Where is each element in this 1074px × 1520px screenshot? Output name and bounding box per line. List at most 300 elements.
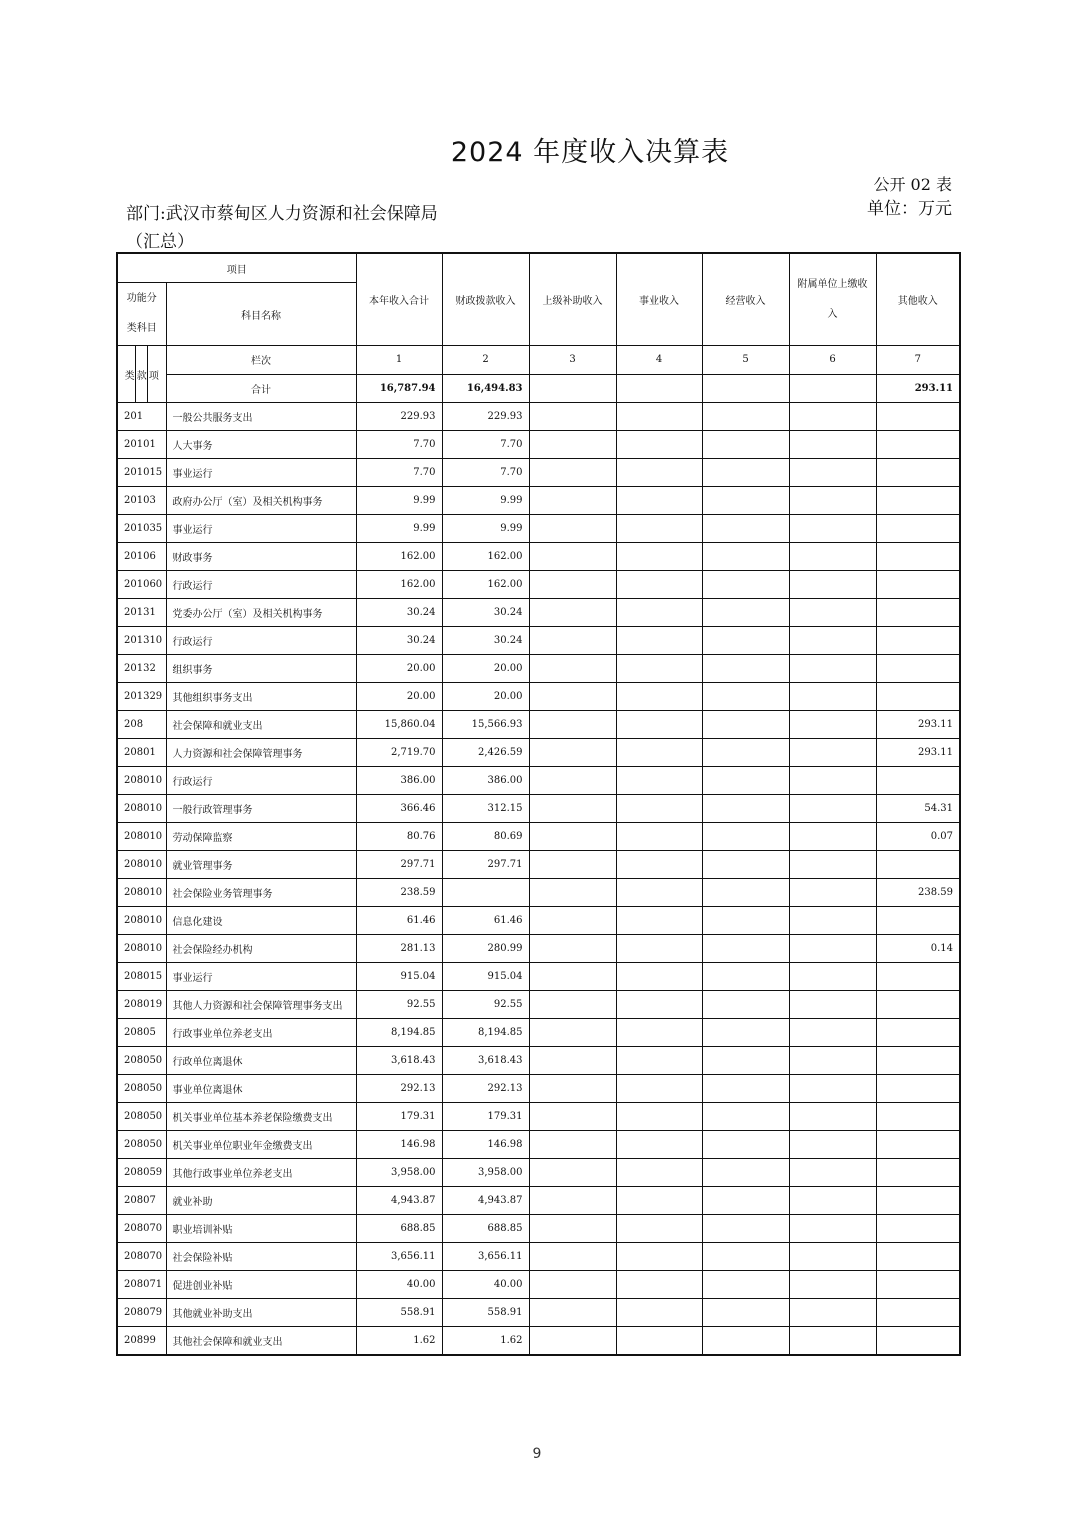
header-lei: 类 [124,346,136,402]
business-cell [616,711,702,739]
affiliated-cell [789,879,876,907]
operating-cell [702,767,789,795]
superior-cell [529,515,616,543]
fiscal-cell: 292.13 [442,1075,529,1103]
fiscal-cell: 915.04 [442,963,529,991]
column-index-row [117,346,960,375]
operating-cell [702,1075,789,1103]
subject-name-cell: 事业运行 [166,515,356,543]
fiscal-cell [442,879,529,907]
table-row [117,515,960,543]
subject-name-cell: 行政事业单位养老支出 [166,1019,356,1047]
total-income-cell: 238.59 [356,879,442,907]
superior-cell [529,543,616,571]
code-cell: 20801 [117,739,166,767]
total-income-cell: 688.85 [356,1215,442,1243]
affiliated-cell [789,795,876,823]
business-cell [616,879,702,907]
fiscal-cell: 688.85 [442,1215,529,1243]
business-cell [616,1243,702,1271]
code-cell: 208070 [117,1243,166,1271]
other-income-cell [876,627,960,655]
operating-cell [702,543,789,571]
fiscal-cell: 558.91 [442,1299,529,1327]
subject-name-cell: 一般公共服务支出 [166,403,356,431]
superior-cell [529,1271,616,1299]
operating-cell [702,879,789,907]
affiliated-cell [789,1019,876,1047]
superior-cell [529,935,616,963]
subject-name-cell: 就业管理事务 [166,851,356,879]
superior-cell [529,1327,616,1356]
other-income-cell: 238.59 [876,879,960,907]
subject-name-cell: 促进创业补贴 [166,1271,356,1299]
subject-name-cell: 其他人力资源和社会保障管理事务支出 [166,991,356,1019]
total-cell: 16,494.83 [442,374,529,403]
table-row [117,963,960,991]
income-table [116,252,961,1356]
total-income-cell: 366.46 [356,795,442,823]
code-cell: 20101 [117,431,166,459]
other-income-cell [876,543,960,571]
superior-cell [529,1215,616,1243]
business-cell [616,1187,702,1215]
column-index: 6 [789,346,876,375]
operating-cell [702,711,789,739]
superior-cell [529,823,616,851]
table-row [117,907,960,935]
business-cell [616,739,702,767]
affiliated-cell [789,739,876,767]
superior-cell [529,655,616,683]
affiliated-cell [789,1131,876,1159]
table-row [117,739,960,767]
affiliated-cell [789,459,876,487]
subject-name-cell: 人大事务 [166,431,356,459]
code-cell: 208059 [117,1159,166,1187]
total-income-cell: 7.70 [356,459,442,487]
fiscal-cell: 40.00 [442,1271,529,1299]
affiliated-cell [789,655,876,683]
other-income-cell [876,599,960,627]
affiliated-cell [789,767,876,795]
superior-cell [529,1131,616,1159]
business-cell [616,1299,702,1327]
other-income-cell [876,683,960,711]
header-fiscal: 财政拨款收入 [442,253,529,346]
other-income-cell: 0.07 [876,823,960,851]
subject-name-cell: 事业运行 [166,963,356,991]
totals-label: 合计 [166,374,356,403]
affiliated-cell [789,991,876,1019]
column-index: 7 [876,346,960,375]
total-income-cell: 61.46 [356,907,442,935]
operating-cell [702,795,789,823]
affiliated-cell [789,571,876,599]
superior-cell [529,1075,616,1103]
affiliated-cell [789,1047,876,1075]
subject-name-cell: 财政事务 [166,543,356,571]
column-index: 1 [356,346,442,375]
affiliated-cell [789,683,876,711]
operating-cell [702,1243,789,1271]
total-income-cell: 558.91 [356,1299,442,1327]
operating-cell [702,655,789,683]
other-income-cell [876,1047,960,1075]
affiliated-cell [789,1215,876,1243]
business-cell [616,767,702,795]
business-cell [616,1047,702,1075]
superior-cell [529,907,616,935]
other-income-cell [876,1327,960,1356]
code-cell: 208050 [117,1075,166,1103]
code-cell: 208010 [117,879,166,907]
total-income-cell: 4,943.87 [356,1187,442,1215]
fiscal-cell: 61.46 [442,907,529,935]
subject-name-cell: 社会保险经办机构 [166,935,356,963]
table-row [117,851,960,879]
affiliated-cell [789,1271,876,1299]
header-affiliated: 附属单位上缴收入 [789,253,876,346]
superior-cell [529,1047,616,1075]
superior-cell [529,599,616,627]
header-other: 其他收入 [876,253,960,346]
subject-name-cell: 其他社会保障和就业支出 [166,1327,356,1356]
total-income-cell: 146.98 [356,1131,442,1159]
other-income-cell [876,431,960,459]
other-income-cell [876,1187,960,1215]
total-cell [789,374,876,403]
fiscal-cell: 30.24 [442,627,529,655]
subject-name-cell: 行政运行 [166,767,356,795]
code-cell: 201310 [117,627,166,655]
code-cell: 208010 [117,795,166,823]
other-income-cell [876,403,960,431]
operating-cell [702,571,789,599]
table-row [117,403,960,431]
table-row [117,431,960,459]
table-row [117,1019,960,1047]
operating-cell [702,459,789,487]
code-cell: 201060 [117,571,166,599]
total-cell: 16,787.94 [356,374,442,403]
subject-name-cell: 社会保险业务管理事务 [166,879,356,907]
total-income-cell: 20.00 [356,683,442,711]
table-row [117,767,960,795]
business-cell [616,571,702,599]
total-cell [529,374,616,403]
code-cell: 208015 [117,963,166,991]
other-income-cell [876,1019,960,1047]
unit-label: 单位：万元 [867,199,952,219]
business-cell [616,823,702,851]
code-cell: 20807 [117,1187,166,1215]
code-cell: 20106 [117,543,166,571]
table-row [117,795,960,823]
subject-name-cell: 劳动保障监察 [166,823,356,851]
operating-cell [702,851,789,879]
subject-name-cell: 职业培训补贴 [166,1215,356,1243]
business-cell [616,1327,702,1356]
operating-cell [702,515,789,543]
header-kuan: 款 [136,346,148,402]
total-income-cell: 229.93 [356,403,442,431]
fiscal-cell: 162.00 [442,571,529,599]
business-cell [616,599,702,627]
header-superior: 上级补助收入 [529,253,616,346]
subject-name-cell: 事业运行 [166,459,356,487]
subject-name-cell: 政府办公厅（室）及相关机构事务 [166,487,356,515]
page-title: 2024 年度收入决算表 [450,137,730,168]
other-income-cell [876,571,960,599]
superior-cell [529,1103,616,1131]
subject-name-cell: 其他组织事务支出 [166,683,356,711]
department-label: 部门:武汉市蔡甸区人力资源和社会保障局（汇总） [126,204,438,252]
other-income-cell [876,907,960,935]
table-row [117,1047,960,1075]
other-income-cell [876,991,960,1019]
business-cell [616,963,702,991]
code-cell: 20132 [117,655,166,683]
table-row [117,879,960,907]
superior-cell [529,627,616,655]
business-cell [616,795,702,823]
fiscal-cell: 7.70 [442,431,529,459]
affiliated-cell [789,907,876,935]
operating-cell [702,431,789,459]
table-row [117,683,960,711]
total-income-cell: 162.00 [356,571,442,599]
total-income-cell: 162.00 [356,543,442,571]
code-cell: 201035 [117,515,166,543]
code-cell: 208010 [117,823,166,851]
fiscal-cell: 386.00 [442,767,529,795]
subject-name-cell: 行政运行 [166,571,356,599]
other-income-cell [876,459,960,487]
fiscal-cell: 179.31 [442,1103,529,1131]
table-row [117,711,960,739]
header-operating: 经营收入 [702,253,789,346]
table-row [117,599,960,627]
business-cell [616,1159,702,1187]
superior-cell [529,403,616,431]
superior-cell [529,571,616,599]
table-row [117,487,960,515]
operating-cell [702,1299,789,1327]
fiscal-cell: 9.99 [442,515,529,543]
business-cell [616,403,702,431]
operating-cell [702,1271,789,1299]
other-income-cell [876,1075,960,1103]
table-row [117,1187,960,1215]
business-cell [616,487,702,515]
subject-name-cell: 行政运行 [166,627,356,655]
total-income-cell: 8,194.85 [356,1019,442,1047]
operating-cell [702,739,789,767]
total-income-cell: 915.04 [356,963,442,991]
fiscal-cell: 80.69 [442,823,529,851]
total-income-cell: 3,618.43 [356,1047,442,1075]
header-lei-kuan-xiang [117,346,166,403]
code-cell: 201329 [117,683,166,711]
fiscal-cell: 92.55 [442,991,529,1019]
operating-cell [702,487,789,515]
code-cell: 208070 [117,1215,166,1243]
superior-cell [529,1243,616,1271]
code-cell: 208010 [117,851,166,879]
other-income-cell [876,1299,960,1327]
fiscal-cell: 7.70 [442,459,529,487]
total-income-cell: 40.00 [356,1271,442,1299]
subject-name-cell: 其他行政事业单位养老支出 [166,1159,356,1187]
column-index: 5 [702,346,789,375]
table-row [117,627,960,655]
business-cell [616,683,702,711]
total-income-cell: 30.24 [356,627,442,655]
total-income-cell: 30.24 [356,599,442,627]
affiliated-cell [789,543,876,571]
affiliated-cell [789,1159,876,1187]
page-number: 9 [532,1446,542,1462]
superior-cell [529,1187,616,1215]
subject-name-cell: 事业单位离退休 [166,1075,356,1103]
affiliated-cell [789,403,876,431]
operating-cell [702,1215,789,1243]
superior-cell [529,963,616,991]
superior-cell [529,795,616,823]
code-cell: 208 [117,711,166,739]
business-cell [616,935,702,963]
superior-cell [529,1299,616,1327]
total-income-cell: 15,860.04 [356,711,442,739]
operating-cell [702,1047,789,1075]
fiscal-cell: 9.99 [442,487,529,515]
header-xiang: 项 [148,370,159,382]
total-income-cell: 3,958.00 [356,1159,442,1187]
fiscal-cell: 8,194.85 [442,1019,529,1047]
operating-cell [702,1159,789,1187]
fiscal-cell: 20.00 [442,655,529,683]
other-income-cell [876,963,960,991]
code-cell: 20899 [117,1327,166,1356]
subject-name-cell: 人力资源和社会保障管理事务 [166,739,356,767]
operating-cell [702,823,789,851]
superior-cell [529,431,616,459]
operating-cell [702,907,789,935]
other-income-cell [876,1271,960,1299]
table-row [117,571,960,599]
other-income-cell [876,487,960,515]
fiscal-cell: 280.99 [442,935,529,963]
total-income-cell: 7.70 [356,431,442,459]
subject-name-cell: 就业补助 [166,1187,356,1215]
affiliated-cell [789,963,876,991]
superior-cell [529,1019,616,1047]
business-cell [616,1075,702,1103]
fiscal-cell: 229.93 [442,403,529,431]
operating-cell [702,1019,789,1047]
superior-cell [529,1159,616,1187]
affiliated-cell [789,515,876,543]
code-cell: 201 [117,403,166,431]
fiscal-cell: 146.98 [442,1131,529,1159]
fiscal-cell: 3,656.11 [442,1243,529,1271]
total-income-cell: 281.13 [356,935,442,963]
subject-name-cell: 信息化建设 [166,907,356,935]
business-cell [616,1215,702,1243]
other-income-cell [876,1215,960,1243]
operating-cell [702,683,789,711]
business-cell [616,1131,702,1159]
table-row [117,459,960,487]
totals-row [117,374,960,403]
fiscal-cell: 297.71 [442,851,529,879]
table-row [117,1103,960,1131]
superior-cell [529,683,616,711]
subject-name-cell: 党委办公厅（室）及相关机构事务 [166,599,356,627]
fiscal-cell: 15,566.93 [442,711,529,739]
operating-cell [702,1131,789,1159]
operating-cell [702,403,789,431]
fiscal-cell: 30.24 [442,599,529,627]
total-income-cell: 292.13 [356,1075,442,1103]
other-income-cell [876,515,960,543]
total-cell: 293.11 [876,374,960,403]
table-row [117,1131,960,1159]
other-income-cell: 0.14 [876,935,960,963]
business-cell [616,851,702,879]
fiscal-cell: 312.15 [442,795,529,823]
superior-cell [529,739,616,767]
code-cell: 208050 [117,1131,166,1159]
affiliated-cell [789,627,876,655]
business-cell [616,431,702,459]
business-cell [616,627,702,655]
fiscal-cell: 3,618.43 [442,1047,529,1075]
table-row [117,1271,960,1299]
fiscal-cell: 162.00 [442,543,529,571]
business-cell [616,907,702,935]
affiliated-cell [789,1187,876,1215]
header-project: 项目 [117,253,356,283]
business-cell [616,1019,702,1047]
other-income-cell: 293.11 [876,711,960,739]
code-cell: 208079 [117,1299,166,1327]
fiscal-cell: 2,426.59 [442,739,529,767]
total-income-cell: 9.99 [356,487,442,515]
operating-cell [702,1327,789,1356]
column-index: 3 [529,346,616,375]
other-income-cell [876,1243,960,1271]
subject-name-cell: 行政单位离退休 [166,1047,356,1075]
table-row [117,1159,960,1187]
superior-cell [529,991,616,1019]
affiliated-cell [789,935,876,963]
operating-cell [702,599,789,627]
other-income-cell [876,1159,960,1187]
affiliated-cell [789,431,876,459]
table-row [117,1299,960,1327]
header-total-income: 本年收入合计 [356,253,442,346]
superior-cell [529,851,616,879]
subject-name-cell: 组织事务 [166,655,356,683]
code-cell: 208010 [117,935,166,963]
code-cell: 208010 [117,767,166,795]
affiliated-cell [789,1103,876,1131]
total-income-cell: 386.00 [356,767,442,795]
affiliated-cell [789,1299,876,1327]
affiliated-cell [789,851,876,879]
